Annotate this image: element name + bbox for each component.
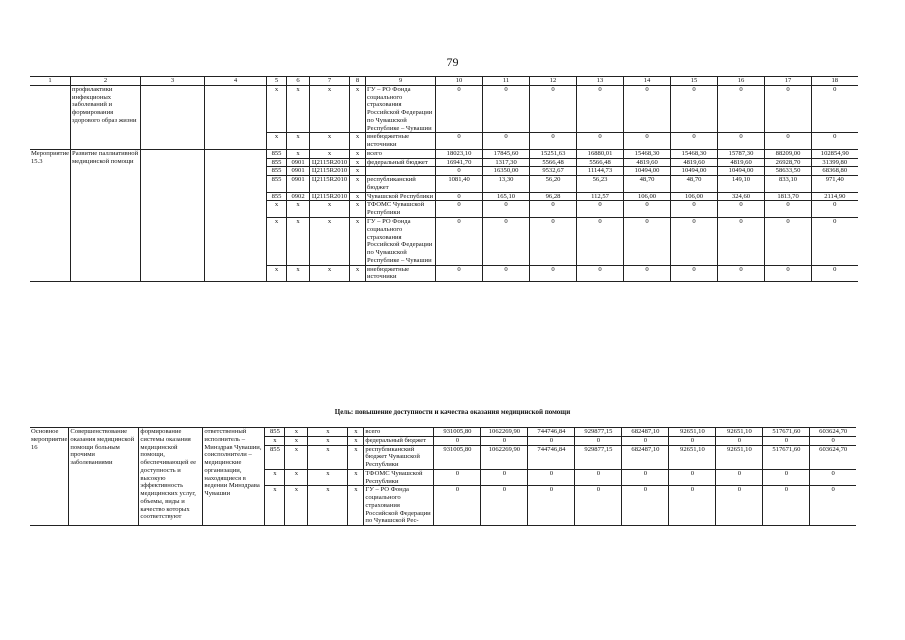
amount-cell: 13,30	[483, 176, 530, 193]
amount-cell: 0	[481, 469, 528, 486]
column-number: 14	[624, 77, 671, 86]
amount-cell: 0	[810, 486, 856, 526]
amount-cell: 0	[624, 265, 671, 282]
empty-cell	[205, 85, 267, 149]
amount-cell: 0	[434, 486, 481, 526]
activity-description: Совершенствование оказания медицинской помощи больным прочими заболеваниями	[69, 428, 139, 526]
code-cell-c6: х	[285, 436, 308, 445]
code-cell-c5: 855	[265, 428, 285, 437]
amount-cell: 106,00	[671, 192, 718, 201]
amount-cell: 9532,67	[530, 167, 577, 176]
amount-cell: 106,00	[624, 192, 671, 201]
amount-cell: 0	[765, 201, 812, 218]
code-cell-c7: Ц2115R2010	[310, 167, 350, 176]
code-cell-c8: х	[348, 436, 364, 445]
amount-cell: 931005,80	[434, 428, 481, 437]
amount-cell: 0	[481, 486, 528, 526]
activity-executor: ответственный исполнитель – Минздрав Чувашии, соисполнители – медицинские организации, находящиеся в ведении Минздрава Чувашии	[203, 428, 265, 526]
amount-cell: 603624,70	[810, 445, 856, 469]
amount-cell: 0	[436, 192, 483, 201]
amount-cell: 1081,40	[436, 176, 483, 193]
funding-source: всего	[366, 149, 436, 158]
amount-cell: 10494,00	[718, 167, 765, 176]
amount-cell: 16941,70	[436, 158, 483, 167]
amount-cell: 0	[671, 85, 718, 133]
code-cell-c6: х	[285, 486, 308, 526]
amount-cell: 0	[577, 265, 624, 282]
amount-cell: 0	[671, 133, 718, 150]
code-cell-c7: х	[308, 445, 348, 469]
amount-cell: 0	[810, 436, 856, 445]
amount-cell: 1317,30	[483, 158, 530, 167]
amount-cell: 26928,70	[765, 158, 812, 167]
code-cell-c7: х	[310, 201, 350, 218]
amount-cell: 0	[716, 469, 763, 486]
amount-cell: 0	[810, 469, 856, 486]
code-cell-c5: х	[265, 486, 285, 526]
column-number: 10	[436, 77, 483, 86]
activity-description: профилактики инфекционых заболеваний и формирования здорового образ жизни	[71, 85, 141, 149]
table-row	[30, 149, 858, 158]
column-number: 7	[310, 77, 350, 86]
budget-table-bottom	[30, 427, 856, 526]
amount-cell: 0	[671, 218, 718, 266]
code-cell-c5: 855	[267, 167, 287, 176]
amount-cell: 0	[718, 218, 765, 266]
amount-cell: 149,10	[718, 176, 765, 193]
amount-cell: 0	[483, 201, 530, 218]
amount-cell: 17845,60	[483, 149, 530, 158]
activity-target: формирование системы оказания медицинской помощи, обеспечивающей ее доступность и высокую эффективность медицинских услуг, объемы, виды и качество которых соответствуют	[139, 428, 203, 526]
amount-cell: 0	[669, 436, 716, 445]
column-number-row	[30, 77, 858, 86]
amount-cell: 0	[812, 133, 858, 150]
amount-cell: 5566,48	[577, 158, 624, 167]
amount-cell: 517671,60	[763, 445, 810, 469]
column-number: 4	[205, 77, 267, 86]
funding-source: ГУ – РО Фонда социального страхования Российской Федерации по Чувашской Республике – Чувашии	[366, 218, 436, 266]
amount-cell: 929877,15	[575, 428, 622, 437]
column-number: 6	[287, 77, 310, 86]
amount-cell: 56,23	[577, 176, 624, 193]
amount-cell: 603624,70	[810, 428, 856, 437]
code-cell-c8: х	[350, 201, 366, 218]
amount-cell: 0	[483, 133, 530, 150]
code-cell-c8: х	[350, 133, 366, 150]
code-cell-c6: 0901	[287, 176, 310, 193]
code-cell-c6: 0901	[287, 167, 310, 176]
funding-source: республиканский бюджет Чувашской Республики	[364, 445, 434, 469]
amount-cell: 68368,80	[812, 167, 858, 176]
code-cell-c5: х	[267, 265, 287, 282]
amount-cell: 0	[436, 133, 483, 150]
amount-cell: 0	[530, 265, 577, 282]
code-cell-c8: х	[350, 176, 366, 193]
code-cell-c8: х	[350, 218, 366, 266]
column-number: 3	[141, 77, 205, 86]
amount-cell: 0	[483, 218, 530, 266]
amount-cell: 0	[436, 85, 483, 133]
amount-cell: 0	[436, 167, 483, 176]
goal-heading: Цель: повышение доступности и качества оказания медицинской помощи	[334, 408, 571, 416]
column-number: 9	[366, 77, 436, 86]
column-number: 2	[71, 77, 141, 86]
amount-cell: 682487,10	[622, 428, 669, 437]
amount-cell: 56,20	[530, 176, 577, 193]
code-cell-c6: х	[287, 218, 310, 266]
amount-cell: 0	[434, 469, 481, 486]
measure-label: Мероприятие 15.3	[30, 149, 71, 281]
amount-cell: 0	[577, 201, 624, 218]
funding-source: внебюджетные источники	[366, 133, 436, 150]
amount-cell: 1813,70	[765, 192, 812, 201]
code-cell-c8: х	[350, 149, 366, 158]
code-cell-c8: х	[350, 192, 366, 201]
code-cell-c7: Ц2115R2010	[310, 158, 350, 167]
code-cell-c6: х	[287, 265, 310, 282]
code-cell-c5: 855	[267, 149, 287, 158]
code-cell-c6: х	[287, 149, 310, 158]
code-cell-c5: х	[267, 85, 287, 133]
code-cell-c8: х	[350, 167, 366, 176]
amount-cell: 2114,90	[812, 192, 858, 201]
code-cell-c5: 855	[267, 192, 287, 201]
code-cell-c5: 855	[267, 176, 287, 193]
amount-cell: 682487,10	[622, 445, 669, 469]
amount-cell: 0	[624, 218, 671, 266]
amount-cell: 0	[718, 133, 765, 150]
column-number: 18	[812, 77, 858, 86]
code-cell-c6: х	[287, 201, 310, 218]
amount-cell: 971,40	[812, 176, 858, 193]
amount-cell: 92651,10	[716, 428, 763, 437]
budget-table-top	[30, 76, 858, 282]
amount-cell: 0	[530, 218, 577, 266]
code-cell-c7: х	[308, 428, 348, 437]
column-number: 8	[350, 77, 366, 86]
amount-cell: 931005,80	[434, 445, 481, 469]
amount-cell: 16350,00	[483, 167, 530, 176]
amount-cell: 0	[718, 201, 765, 218]
amount-cell: 0	[622, 469, 669, 486]
code-cell-c6: 0902	[287, 192, 310, 201]
amount-cell: 0	[528, 469, 575, 486]
amount-cell: 0	[575, 486, 622, 526]
funding-source: внебюджетные источники	[366, 265, 436, 282]
amount-cell: 0	[763, 469, 810, 486]
amount-cell: 0	[624, 133, 671, 150]
code-cell-c8: х	[350, 158, 366, 167]
amount-cell: 0	[577, 85, 624, 133]
amount-cell: 165,10	[483, 192, 530, 201]
column-number: 5	[267, 77, 287, 86]
funding-source: федеральный бюджет	[366, 158, 436, 167]
amount-cell: 0	[669, 486, 716, 526]
amount-cell: 0	[763, 436, 810, 445]
code-cell-c8: х	[350, 85, 366, 133]
code-cell-c5: х	[265, 469, 285, 486]
amount-cell: 0	[765, 265, 812, 282]
funding-source: республиканский бюджет	[366, 176, 436, 193]
amount-cell: 0	[528, 486, 575, 526]
code-cell-c7: х	[308, 436, 348, 445]
amount-cell: 833,10	[765, 176, 812, 193]
column-number: 13	[577, 77, 624, 86]
amount-cell: 1062269,90	[481, 445, 528, 469]
code-cell-c8: х	[348, 445, 364, 469]
amount-cell: 0	[718, 85, 765, 133]
amount-cell: 0	[671, 265, 718, 282]
amount-cell: 92651,10	[716, 445, 763, 469]
amount-cell: 0	[718, 265, 765, 282]
amount-cell: 0	[530, 201, 577, 218]
funding-source: ТФОМС Чувашской Республики	[366, 201, 436, 218]
amount-cell: 0	[812, 201, 858, 218]
amount-cell: 10494,00	[624, 167, 671, 176]
amount-cell: 0	[624, 201, 671, 218]
code-cell-c8: х	[348, 469, 364, 486]
amount-cell: 0	[765, 85, 812, 133]
code-cell-c7: х	[308, 469, 348, 486]
funding-source	[366, 167, 436, 176]
amount-cell: 0	[575, 436, 622, 445]
amount-cell: 0	[763, 486, 810, 526]
code-cell-c8: х	[348, 486, 364, 526]
amount-cell: 48,70	[624, 176, 671, 193]
activity-description: Развитие паллиативной медицинской помощи	[71, 149, 141, 281]
amount-cell: 92651,10	[669, 445, 716, 469]
code-cell-c6: х	[287, 85, 310, 133]
amount-cell: 0	[624, 85, 671, 133]
amount-cell: 0	[436, 201, 483, 218]
amount-cell: 744746,84	[528, 445, 575, 469]
amount-cell: 929877,15	[575, 445, 622, 469]
page-number: 79	[446, 55, 459, 69]
table-row	[30, 428, 856, 437]
column-number: 11	[483, 77, 530, 86]
column-number: 15	[671, 77, 718, 86]
code-cell-c6: х	[285, 469, 308, 486]
table-row	[30, 85, 858, 133]
code-cell-c7: х	[310, 218, 350, 266]
empty-cell	[141, 149, 205, 281]
funding-source: федеральный бюджет	[364, 436, 434, 445]
amount-cell: 0	[812, 218, 858, 266]
amount-cell: 96,28	[530, 192, 577, 201]
amount-cell: 0	[812, 265, 858, 282]
amount-cell: 0	[528, 436, 575, 445]
code-cell-c5: 855	[265, 445, 285, 469]
amount-cell: 0	[577, 133, 624, 150]
code-cell-c8: х	[348, 428, 364, 437]
amount-cell: 48,70	[671, 176, 718, 193]
amount-cell: 744746,84	[528, 428, 575, 437]
amount-cell: 15787,30	[718, 149, 765, 158]
amount-cell: 0	[434, 436, 481, 445]
amount-cell: 0	[622, 486, 669, 526]
code-cell-c5: х	[267, 133, 287, 150]
code-cell-c5: 855	[267, 158, 287, 167]
amount-cell: 92651,10	[669, 428, 716, 437]
code-cell-c6: 0901	[287, 158, 310, 167]
code-cell-c6: х	[285, 445, 308, 469]
code-cell-c5: х	[267, 218, 287, 266]
column-number: 16	[718, 77, 765, 86]
amount-cell: 0	[812, 85, 858, 133]
amount-cell: 31399,80	[812, 158, 858, 167]
amount-cell: 0	[671, 201, 718, 218]
amount-cell: 0	[577, 218, 624, 266]
amount-cell: 0	[436, 218, 483, 266]
code-cell-c7: Ц2115R2010	[310, 192, 350, 201]
code-cell-c6: х	[285, 428, 308, 437]
column-number: 17	[765, 77, 812, 86]
empty-cell	[205, 149, 267, 281]
amount-cell: 15468,30	[671, 149, 718, 158]
amount-cell: 15251,63	[530, 149, 577, 158]
code-cell-c7: х	[310, 133, 350, 150]
amount-cell: 16880,01	[577, 149, 624, 158]
amount-cell: 0	[765, 218, 812, 266]
amount-cell: 1062269,90	[481, 428, 528, 437]
funding-source: всего	[364, 428, 434, 437]
amount-cell: 0	[669, 469, 716, 486]
amount-cell: 0	[765, 133, 812, 150]
amount-cell: 102854,90	[812, 149, 858, 158]
amount-cell: 0	[530, 133, 577, 150]
funding-source: ГУ – РО Фонда социального страхования Российской Федерации по Чувашской Республике – Чувашии	[366, 85, 436, 133]
amount-cell: 11144,73	[577, 167, 624, 176]
amount-cell: 0	[436, 265, 483, 282]
empty-cell	[141, 85, 205, 149]
column-number: 12	[530, 77, 577, 86]
amount-cell: 0	[481, 436, 528, 445]
amount-cell: 112,57	[577, 192, 624, 201]
amount-cell: 517671,60	[763, 428, 810, 437]
code-cell-c7: Ц2115R2010	[310, 176, 350, 193]
main-activity-label: Основное мероприятие 16	[30, 428, 69, 526]
amount-cell: 0	[483, 85, 530, 133]
amount-cell: 4819,60	[671, 158, 718, 167]
code-cell-c5: х	[267, 201, 287, 218]
code-cell-c7: х	[310, 149, 350, 158]
code-cell-c6: х	[287, 133, 310, 150]
code-cell-c7: х	[310, 265, 350, 282]
amount-cell: 15468,30	[624, 149, 671, 158]
cont-label-cell	[30, 85, 71, 149]
amount-cell: 324,60	[718, 192, 765, 201]
amount-cell: 0	[575, 469, 622, 486]
amount-cell: 0	[622, 436, 669, 445]
amount-cell: 0	[483, 265, 530, 282]
amount-cell: 5566,48	[530, 158, 577, 167]
amount-cell: 4819,60	[624, 158, 671, 167]
amount-cell: 10494,00	[671, 167, 718, 176]
funding-source: ГУ – РО Фонда социального страхования Российской Федерации по Чувашской Рес-	[364, 486, 434, 526]
amount-cell: 4819,60	[718, 158, 765, 167]
code-cell-c8: х	[350, 265, 366, 282]
amount-cell: 58633,50	[765, 167, 812, 176]
funding-source: Чувашской Республики	[366, 192, 436, 201]
amount-cell: 0	[716, 436, 763, 445]
amount-cell: 0	[716, 486, 763, 526]
amount-cell: 88209,00	[765, 149, 812, 158]
code-cell-c7: х	[308, 486, 348, 526]
column-number: 1	[30, 77, 71, 86]
code-cell-c7: х	[310, 85, 350, 133]
amount-cell: 0	[530, 85, 577, 133]
amount-cell: 18023,10	[436, 149, 483, 158]
code-cell-c5: х	[265, 436, 285, 445]
funding-source: ТФОМС Чувашской Республики	[364, 469, 434, 486]
